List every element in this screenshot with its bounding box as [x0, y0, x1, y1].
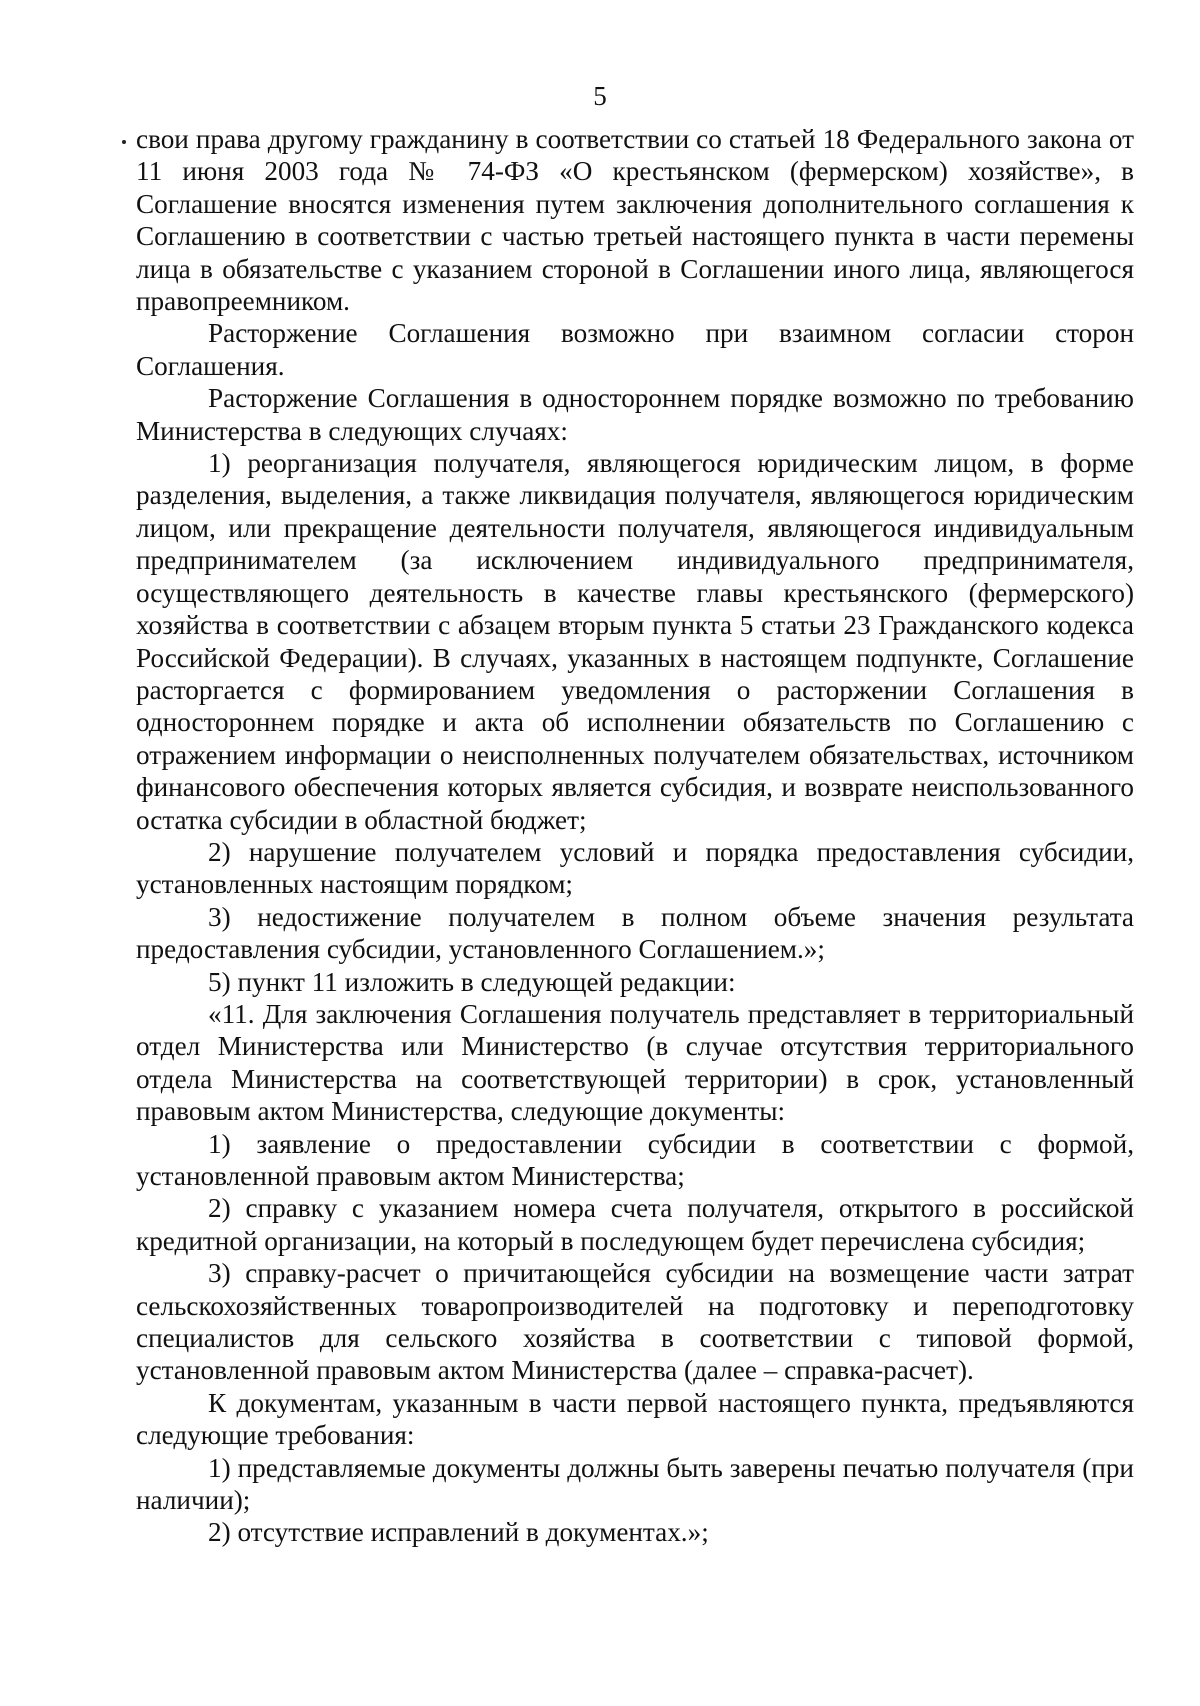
paragraph-14: 2) отсутствие исправлений в документах.»; [208, 1517, 709, 1548]
paragraph-13: 1) представляемые документы должны быть заверены печатью получателя (при наличии); [136, 1452, 1134, 1516]
paragraph-3: Расторжение Соглашения в одностороннем порядке возможно по требованию Министерства в следующих случаях: [136, 383, 1134, 446]
paragraph-1: свои права другому гражданину в соответствии со статьей 18 Федерального закона от 11 июня 2003 года № 74-ФЗ «О крестьянском (фермерском) хозяйстве», в Соглашение вносятся изменения путем заключения дополнительного соглашения к Соглашению в соответствии с частью третьей настоящего пункта в части перемены лица в обязательстве с указанием стороной в Соглашении иного лица, являющегося правопреемником. [136, 124, 1134, 317]
paragraph-7: 5) пункт 11 изложить в следующей редакции: [208, 966, 736, 997]
paragraph-6: 3) недостижение получателем в полном объеме значения результата предоставления субсидии, установленного Соглашением.»; [136, 901, 1134, 965]
page-number: 5 [593, 81, 607, 111]
paragraph-12: К документам, указанным в части первой настоящего пункта, предъявляются следующие требования: [136, 1387, 1134, 1451]
paragraph-2: Расторжение Соглашения возможно при взаимном согласии сторон Соглашения. [136, 318, 1134, 381]
document-body [136, 123, 1134, 1549]
paragraph-11: 3) справку-расчет о причитающейся субсидии на возмещение части затрат сельскохозяйственных товаропроизводителей на подготовку и переподготовку специалистов для сельского хозяйства в соответствии с типовой формой, установленной правовым актом Министерства (далее – справка-расчет). [136, 1258, 1134, 1386]
margin-mark [122, 140, 126, 144]
paragraph-8: «11. Для заключения Соглашения получатель представляет в территориальный отдел Министерства или Министерство (в случае отсутствия территориального отдела Министерства на соответствующей территории) в срок, установленный правовым актом Министерства, следующие документы: [136, 998, 1134, 1127]
paragraph-4: 1) реорганизация получателя, являющегося юридическим лицом, в форме разделения, выделения, а также ликвидация получателя, являющегося юридическим лицом, или прекращение деятельности получателя, являющегося индивидуальным предпринимателем (за исключением индивидуального предпринимателя, осуществляющего деятельность в качестве главы крестьянского (фермерского) хозяйства в соответствии с абзацем вторым пункта 5 статьи 23 Гражданского кодекса Российской Федерации). В случаях, указанных в настоящем подпункте, Соглашение расторгается с формированием уведомления о расторжении Соглашения в одностороннем порядке и акта об исполнении обязательств по Соглашению с отражением информации о неисполненных получателем обязательствах, источником финансового обеспечения которых является субсидия, и возврате неиспользованного остатка субсидии в областной бюджет; [136, 448, 1134, 835]
paragraph-10: 2) справку с указанием номера счета получателя, открытого в российской кредитной организации, на который в последующем будет перечислена субсидия; [136, 1193, 1134, 1256]
paragraph-9: 1) заявление о предоставлении субсидии в соответствии с формой, установленной правовым актом Министерства; [136, 1128, 1134, 1191]
paragraph-5: 2) нарушение получателем условий и порядка предоставления субсидии, установленных настоящим порядком; [136, 836, 1134, 900]
